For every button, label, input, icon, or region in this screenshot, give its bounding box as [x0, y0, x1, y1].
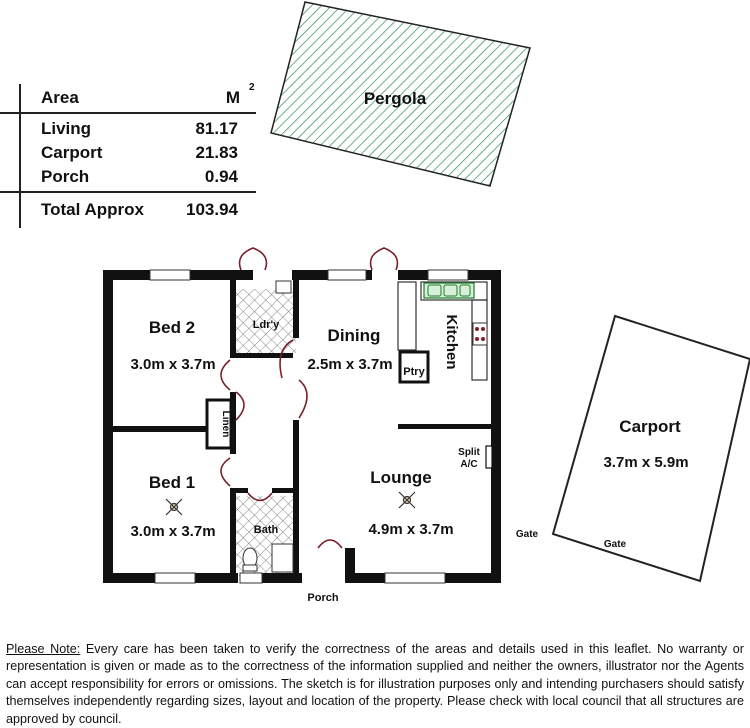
cooktop [473, 323, 487, 345]
split-ac-unit [486, 446, 492, 468]
ceiling-fan-icon [399, 492, 415, 508]
carport-label: Carport [619, 417, 681, 436]
porch-label: Porch [307, 592, 339, 604]
note-title: Please Note: [6, 642, 81, 656]
area-header-unit-sup: 2 [249, 82, 255, 93]
area-row-value: 81.17 [195, 119, 238, 138]
kitchen-label: Kitchen [443, 314, 460, 370]
split-ac-label-2: A/C [460, 459, 478, 470]
dining-label: Dining [327, 326, 381, 345]
gate-label-2: Gate [603, 539, 627, 550]
table-header-rule [0, 112, 256, 114]
dining-size: 2.5m x 3.7m [307, 356, 393, 373]
area-table [0, 78, 260, 228]
bed1-size: 3.0m x 3.7m [130, 523, 216, 540]
area-total-label: Total Approx [41, 200, 144, 219]
note-body: Every care has been taken to verify the correctness of the areas and details used in this leaflet. No warranty or representation is given or made as to the correctness of the information supplied and neither the owners, illustrator nor the Agents can accept responsibility for errors or omissions. The sketch is for illustration purposes only and intending purchasers should satisfy themselves independently regarding sizes, layout and location of the property. Please check with local council that all structures are approved by council. [6, 642, 744, 726]
bed2-size: 3.0m x 3.7m [130, 356, 216, 373]
ceiling-fan-icon [166, 499, 182, 515]
carport-size: 3.7m x 5.9m [603, 454, 689, 471]
pergola-label: Pergola [363, 89, 427, 108]
bed2-label: Bed 2 [148, 318, 196, 337]
area-row-label: Carport [41, 143, 103, 162]
laundry-label: Ldr'y [252, 319, 280, 331]
bath-label: Bath [253, 524, 279, 536]
area-total-value: 103.94 [186, 200, 238, 219]
gate-label: Gate [515, 529, 539, 540]
area-row-value: 21.83 [195, 143, 238, 162]
area-header-unit: M [225, 88, 240, 107]
toilet [243, 548, 257, 571]
pantry-label: Ptry [403, 366, 425, 378]
area-row-label: Porch [41, 167, 90, 186]
laundry-tub [276, 281, 291, 293]
area-row-label: Living [41, 119, 92, 138]
split-ac-label: Split [458, 447, 480, 458]
carport-area [553, 316, 750, 581]
disclaimer-note [6, 641, 744, 728]
table-vertical-rule [19, 84, 21, 228]
table-total-rule [0, 191, 256, 193]
shower [272, 544, 293, 572]
lounge-label: Lounge [370, 468, 432, 487]
linen-label: Linen [220, 410, 231, 438]
bed1-label: Bed 1 [148, 473, 196, 492]
lounge-size: 4.9m x 3.7m [368, 521, 454, 538]
area-row-value: 0.94 [204, 167, 238, 186]
area-header-label: Area [41, 88, 79, 107]
